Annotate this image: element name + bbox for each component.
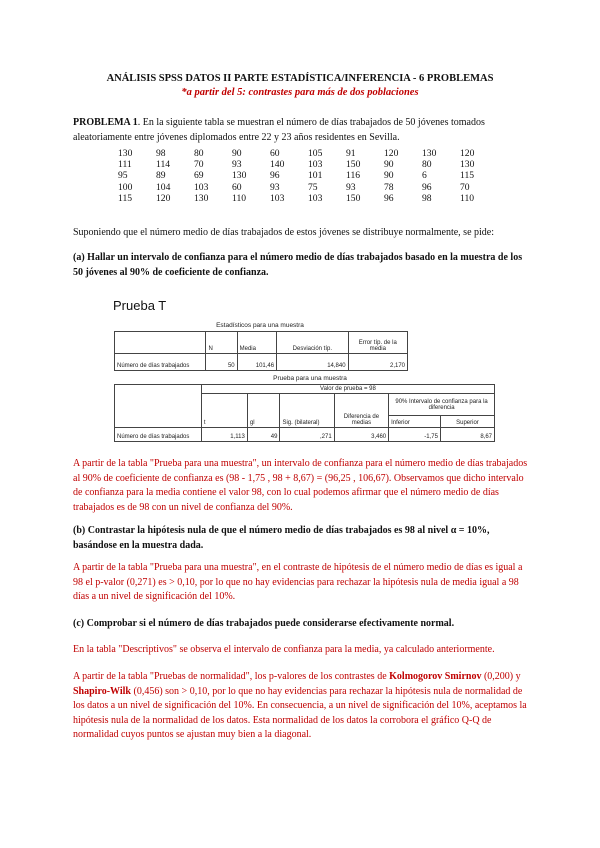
part-c-answer-2-pre: A partir de la tabla "Pruebas de normalidad", los p-valores de los contrastes de — [73, 671, 390, 682]
problem-label: PROBLEMA 1 — [73, 117, 138, 128]
data-cell: 115 — [460, 170, 475, 182]
data-cell: 130 — [460, 159, 475, 171]
stats-header-sd: Desviación típ. — [277, 332, 348, 354]
data-cell: 114 — [156, 159, 171, 171]
test-gl: 49 — [247, 428, 280, 442]
data-cell: 150 — [346, 159, 361, 171]
stats-caption: Estadísticos para una muestra — [216, 322, 304, 329]
data-cell: 116 — [346, 170, 361, 182]
document-title: ANÁLISIS SPSS DATOS II PARTE ESTADÍSTICA/INFERENCIA - 6 PROBLEMAS — [106, 73, 494, 84]
data-cell: 98 — [422, 192, 432, 204]
test-caption: Prueba para una muestra — [273, 375, 347, 382]
part-a-answer: A partir de la tabla "Prueba para una muestra", un intervalo de confianza para el número medio de días trabajados al 90% de coeficiente de confianza es (98 - 1,75 , 98 + 8,67) = (96,25 , 106,67). Observamos que dicho intervalo de confianza para la media contiene el valor 98, con lo cual podemos afirmar que el número medio de días trabajados es de 98 con un nivel de confianza del 90%. — [73, 458, 528, 513]
data-row — [118, 182, 498, 193]
data-cell: 78 — [384, 181, 394, 193]
data-cell: 130 — [422, 148, 437, 160]
data-cell: 120 — [460, 148, 475, 160]
test-header-diff: Diferencia de medias — [334, 394, 388, 428]
data-cell: 120 — [384, 148, 399, 160]
test-diff: 3,460 — [334, 428, 388, 442]
data-cell: 90 — [384, 159, 394, 171]
data-row — [118, 170, 498, 181]
data-cell: 130 — [232, 170, 247, 182]
stats-table — [114, 331, 408, 371]
data-cell: 89 — [156, 170, 166, 182]
part-c-answer-1: En la tabla "Descriptivos" se observa el intervalo de confianza para la media, ya calculado anteriormente. — [73, 644, 495, 655]
test-ci-label: 90% Intervalo de confianza para la diferencia — [389, 394, 495, 416]
ks-name: Kolmogorov Smirnov — [389, 671, 482, 682]
stats-se: 2,170 — [348, 354, 407, 371]
data-cell: 80 — [422, 159, 432, 171]
problem-intro-text: . En la siguiente tabla se muestran el número de días trabajados de 50 jóvenes tomados aleatoriamente entre jóvenes diplomados entre 22 y 23 años residentes en Sevilla. — [73, 117, 485, 143]
stats-header-se: Error típ. de la media — [348, 332, 407, 354]
prueba-t-heading: Prueba T — [113, 298, 167, 313]
part-c-answer-2-mid: (0,200) y — [481, 671, 521, 682]
test-table — [114, 384, 495, 442]
data-grid — [118, 148, 498, 204]
part-c-answer-2-post: (0,456) son > 0,10, por lo que no hay evidencias para rechazar la hipótesis nula de normalidad de los datos a un nivel de significación del 10%. En consecuencia, a un nivel de significación del 10%, aceptamos la hipótesis nula de la normalidad de los datos. Esta normalidad de los datos la corrobora el gráfico Q-Q de normalidad cuyos puntos se ajustan muy bien a la diagonal. — [73, 685, 527, 740]
test-header-t: t — [201, 394, 247, 428]
test-sig: ,271 — [280, 428, 334, 442]
data-cell: 130 — [194, 192, 209, 204]
data-cell: 120 — [156, 192, 171, 204]
data-cell: 80 — [194, 148, 204, 160]
test-value-label: Valor de prueba = 98 — [201, 385, 494, 394]
part-a-question: (a) Hallar un intervalo de confianza para el número medio de días trabajados basado en la muestra de los 50 jóvenes al 90% de coeficiente de confianza. — [73, 252, 523, 278]
part-b-answer: A partir de la tabla "Prueba para una muestra", en el contraste de hipótesis de el número medio de días es igual a 98 el p-valor (0,271) es > 0,10, por lo que no hay evidencias para rechazar la hipótesis nula de media igual a 98 días a un nivel de significación del 10%. — [73, 562, 523, 602]
test-header-superior: Superior — [440, 416, 494, 428]
data-cell: 101 — [308, 170, 323, 182]
test-header-gl: gl — [247, 394, 280, 428]
data-cell: 93 — [346, 181, 356, 193]
data-cell: 96 — [384, 192, 394, 204]
data-cell: 95 — [118, 170, 128, 182]
data-row — [118, 148, 498, 159]
document-subtitle: *a partir del 5: contrastes para más de dos poblaciones — [181, 87, 419, 98]
test-t: 1,113 — [201, 428, 247, 442]
stats-n: 50 — [206, 354, 237, 371]
data-cell: 93 — [232, 159, 242, 171]
data-cell: 150 — [346, 192, 361, 204]
data-cell: 93 — [270, 181, 280, 193]
part-c-question: (c) Comprobar si el número de días trabajados puede considerarse efectivamente normal. — [73, 618, 455, 629]
part-b-question: (b) Contrastar la hipótesis nula de que el número medio de días trabajados es 98 al nivel α = 10%, basándose en la muestra dada. — [73, 525, 490, 551]
stats-header-media: Media — [237, 332, 276, 354]
data-row — [118, 159, 498, 170]
problem-intro — [73, 116, 528, 145]
stats-media: 101,46 — [237, 354, 276, 371]
data-cell: 103 — [194, 181, 209, 193]
data-cell: 100 — [118, 181, 133, 193]
data-cell: 69 — [194, 170, 204, 182]
stats-header-n: N — [206, 332, 237, 354]
stats-corner — [115, 332, 206, 354]
test-header-inferior: Inferior — [389, 416, 441, 428]
stats-row-label: Número de días trabajados — [115, 354, 206, 371]
data-cell: 103 — [308, 192, 323, 204]
data-cell: 140 — [270, 159, 285, 171]
data-cell: 105 — [308, 148, 323, 160]
data-cell: 75 — [308, 181, 318, 193]
data-cell: 90 — [232, 148, 242, 160]
data-cell: 111 — [118, 159, 132, 171]
sw-name: Shapiro-Wilk — [73, 685, 131, 697]
data-row — [118, 193, 498, 204]
test-row-label: Número de días trabajados — [115, 428, 202, 442]
data-cell: 103 — [308, 159, 323, 171]
data-cell: 130 — [118, 148, 133, 160]
data-cell: 90 — [384, 170, 394, 182]
stats-sd: 14,840 — [277, 354, 348, 371]
test-corner — [115, 385, 202, 428]
data-cell: 70 — [460, 181, 470, 193]
test-inferior: -1,75 — [389, 428, 441, 442]
data-cell: 110 — [460, 192, 475, 204]
test-superior: 8,67 — [440, 428, 494, 442]
data-cell: 98 — [156, 148, 166, 160]
data-cell: 70 — [194, 159, 204, 171]
data-cell: 91 — [346, 148, 356, 160]
data-cell: 104 — [156, 181, 171, 193]
data-cell: 60 — [232, 181, 242, 193]
assumption-text: Suponiendo que el número medio de días trabajados de estos jóvenes se distribuye normalmente, se pide: — [73, 227, 495, 238]
part-c-answer-2 — [73, 670, 528, 743]
data-cell: 6 — [422, 170, 427, 182]
data-cell: 96 — [270, 170, 280, 182]
data-cell: 60 — [270, 148, 280, 160]
data-cell: 103 — [270, 192, 285, 204]
data-cell: 96 — [422, 181, 432, 193]
data-cell: 110 — [232, 192, 247, 204]
data-cell: 115 — [118, 192, 133, 204]
test-header-sig: Sig. (bilateral) — [280, 394, 334, 428]
